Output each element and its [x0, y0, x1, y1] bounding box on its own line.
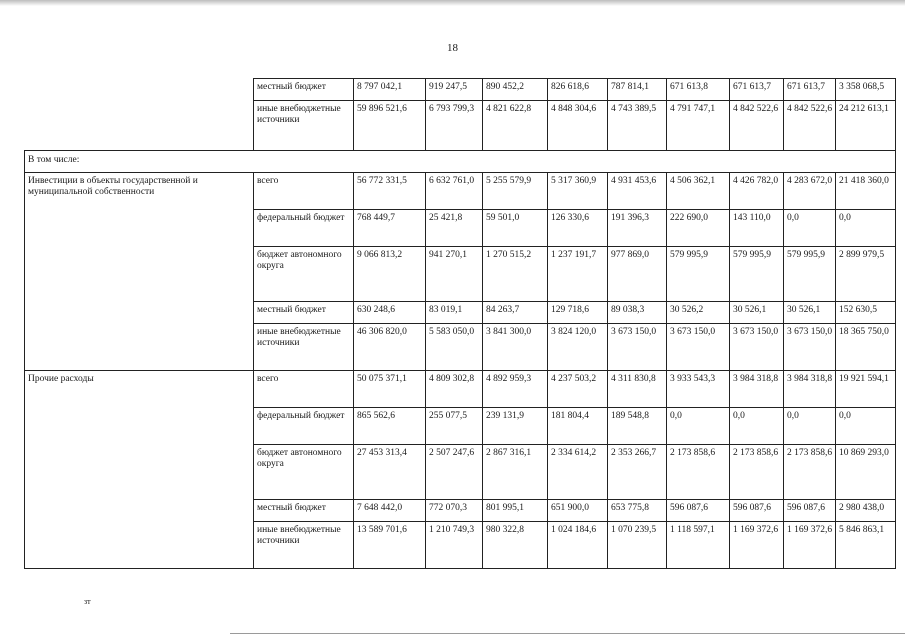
funding-source-cell: всего — [254, 173, 354, 210]
funding-source-cell: бюджет автономного округа — [254, 247, 354, 302]
budget-table — [24, 78, 896, 569]
value-cell: 3 673 150,0 — [608, 324, 667, 371]
value-cell: 3 933 543,3 — [667, 371, 730, 408]
value-cell: 653 775,8 — [608, 500, 667, 522]
value-cell: 6 793 799,3 — [426, 101, 483, 151]
value-cell: 189 548,8 — [608, 408, 667, 445]
value-cell: 596 087,6 — [730, 500, 784, 522]
value-cell: 2 334 614,2 — [548, 445, 608, 500]
value-cell: 651 900,0 — [548, 500, 608, 522]
value-cell: 865 562,6 — [354, 408, 426, 445]
value-cell: 4 809 302,8 — [426, 371, 483, 408]
value-cell: 4 821 622,8 — [483, 101, 548, 151]
value-cell: 579 995,9 — [784, 247, 836, 302]
value-cell: 2 899 979,5 — [836, 247, 896, 302]
value-cell: 2 507 247,6 — [426, 445, 483, 500]
value-cell: 8 797 042,1 — [354, 79, 426, 101]
funding-source-cell: федеральный бюджет — [254, 210, 354, 247]
footer-mark: зт — [84, 597, 91, 606]
funding-source-cell: местный бюджет — [254, 302, 354, 324]
value-cell: 3 984 318,8 — [784, 371, 836, 408]
value-cell: 0,0 — [836, 210, 896, 247]
value-cell: 191 396,3 — [608, 210, 667, 247]
value-cell: 10 869 293,0 — [836, 445, 896, 500]
value-cell: 84 263,7 — [483, 302, 548, 324]
value-cell: 919 247,5 — [426, 79, 483, 101]
value-cell: 2 980 438,0 — [836, 500, 896, 522]
value-cell: 2 173 858,6 — [784, 445, 836, 500]
value-cell: 4 848 304,6 — [548, 101, 608, 151]
blank-cell — [25, 79, 254, 101]
value-cell: 222 690,0 — [667, 210, 730, 247]
value-cell: 19 921 594,1 — [836, 371, 896, 408]
value-cell: 579 995,9 — [667, 247, 730, 302]
value-cell: 5 255 579,9 — [483, 173, 548, 210]
value-cell: 1 070 239,5 — [608, 522, 667, 569]
value-cell: 13 589 701,6 — [354, 522, 426, 569]
value-cell: 27 453 313,4 — [354, 445, 426, 500]
group-title: Инвестиции в объекты государственной и муниципальной собственности — [25, 173, 254, 371]
value-cell: 4 283 672,0 — [784, 173, 836, 210]
funding-source-cell: иные внебюджетные источники — [254, 522, 354, 569]
funding-source-cell: федеральный бюджет — [254, 408, 354, 445]
value-cell: 0,0 — [784, 210, 836, 247]
value-cell: 89 038,3 — [608, 302, 667, 324]
value-cell: 1 169 372,6 — [784, 522, 836, 569]
value-cell: 671 613,7 — [730, 79, 784, 101]
value-cell: 0,0 — [667, 408, 730, 445]
value-cell: 21 418 360,0 — [836, 173, 896, 210]
value-cell: 24 212 613,1 — [836, 101, 896, 151]
budget-table-body — [25, 79, 896, 569]
value-cell: 5 846 863,1 — [836, 522, 896, 569]
value-cell: 980 322,8 — [483, 522, 548, 569]
value-cell: 4 892 959,3 — [483, 371, 548, 408]
value-cell: 4 842 522,6 — [730, 101, 784, 151]
value-cell: 6 632 761,0 — [426, 173, 483, 210]
value-cell: 50 075 371,1 — [354, 371, 426, 408]
value-cell: 56 772 331,5 — [354, 173, 426, 210]
value-cell: 3 824 120,0 — [548, 324, 608, 371]
value-cell: 4 506 362,1 — [667, 173, 730, 210]
value-cell: 787 814,1 — [608, 79, 667, 101]
value-cell: 239 131,9 — [483, 408, 548, 445]
value-cell: 3 841 300,0 — [483, 324, 548, 371]
table-row — [25, 173, 896, 210]
value-cell: 0,0 — [784, 408, 836, 445]
value-cell: 143 110,0 — [730, 210, 784, 247]
value-cell: 801 995,1 — [483, 500, 548, 522]
value-cell: 30 526,1 — [784, 302, 836, 324]
value-cell: 5 317 360,9 — [548, 173, 608, 210]
value-cell: 129 718,6 — [548, 302, 608, 324]
value-cell: 2 173 858,6 — [667, 445, 730, 500]
value-cell: 1 118 597,1 — [667, 522, 730, 569]
funding-source-cell: местный бюджет — [254, 500, 354, 522]
value-cell: 596 087,6 — [667, 500, 730, 522]
funding-source-cell: иные внебюджетные источники — [254, 101, 354, 151]
value-cell: 46 306 820,0 — [354, 324, 426, 371]
funding-source-cell: бюджет автономного округа — [254, 445, 354, 500]
value-cell: 59 896 521,6 — [354, 101, 426, 151]
funding-source-cell: всего — [254, 371, 354, 408]
page-number: 18 — [447, 42, 458, 54]
funding-source-cell: местный бюджет — [254, 79, 354, 101]
value-cell: 1 270 515,2 — [483, 247, 548, 302]
value-cell: 59 501,0 — [483, 210, 548, 247]
value-cell: 3 673 150,0 — [784, 324, 836, 371]
value-cell: 3 984 318,8 — [730, 371, 784, 408]
value-cell: 4 791 747,1 — [667, 101, 730, 151]
value-cell: 0,0 — [836, 408, 896, 445]
value-cell: 255 077,5 — [426, 408, 483, 445]
section-title: В том числе: — [25, 151, 896, 173]
value-cell: 7 648 442,0 — [354, 500, 426, 522]
value-cell: 9 066 813,2 — [354, 247, 426, 302]
value-cell: 152 630,5 — [836, 302, 896, 324]
value-cell: 126 330,6 — [548, 210, 608, 247]
table-row — [25, 371, 896, 408]
value-cell: 941 270,1 — [426, 247, 483, 302]
table-row — [25, 151, 896, 173]
funding-source-cell: иные внебюджетные источники — [254, 324, 354, 371]
value-cell: 1 237 191,7 — [548, 247, 608, 302]
value-cell: 596 087,6 — [784, 500, 836, 522]
value-cell: 30 526,2 — [667, 302, 730, 324]
value-cell: 890 452,2 — [483, 79, 548, 101]
value-cell: 2 173 858,6 — [730, 445, 784, 500]
value-cell: 977 869,0 — [608, 247, 667, 302]
blank-cell — [25, 101, 254, 151]
value-cell: 83 019,1 — [426, 302, 483, 324]
value-cell: 2 867 316,1 — [483, 445, 548, 500]
value-cell: 0,0 — [730, 408, 784, 445]
value-cell: 4 426 782,0 — [730, 173, 784, 210]
value-cell: 772 070,3 — [426, 500, 483, 522]
value-cell: 25 421,8 — [426, 210, 483, 247]
value-cell: 3 358 068,5 — [836, 79, 896, 101]
value-cell: 630 248,6 — [354, 302, 426, 324]
value-cell: 4 743 389,5 — [608, 101, 667, 151]
value-cell: 5 583 050,0 — [426, 324, 483, 371]
value-cell: 768 449,7 — [354, 210, 426, 247]
table-row — [25, 101, 896, 151]
value-cell: 3 673 150,0 — [667, 324, 730, 371]
scan-edge-bottom — [230, 633, 905, 634]
table-row — [25, 79, 896, 101]
value-cell: 2 353 266,7 — [608, 445, 667, 500]
value-cell: 4 842 522,6 — [784, 101, 836, 151]
value-cell: 579 995,9 — [730, 247, 784, 302]
value-cell: 18 365 750,0 — [836, 324, 896, 371]
value-cell: 30 526,1 — [730, 302, 784, 324]
value-cell: 4 311 830,8 — [608, 371, 667, 408]
value-cell: 826 618,6 — [548, 79, 608, 101]
value-cell: 1 169 372,6 — [730, 522, 784, 569]
value-cell: 4 931 453,6 — [608, 173, 667, 210]
value-cell: 1 210 749,3 — [426, 522, 483, 569]
value-cell: 4 237 503,2 — [548, 371, 608, 408]
value-cell: 1 024 184,6 — [548, 522, 608, 569]
scan-edge-top — [0, 0, 905, 6]
group-title: Прочие расходы — [25, 371, 254, 569]
value-cell: 671 613,7 — [784, 79, 836, 101]
value-cell: 181 804,4 — [548, 408, 608, 445]
value-cell: 671 613,8 — [667, 79, 730, 101]
value-cell: 3 673 150,0 — [730, 324, 784, 371]
